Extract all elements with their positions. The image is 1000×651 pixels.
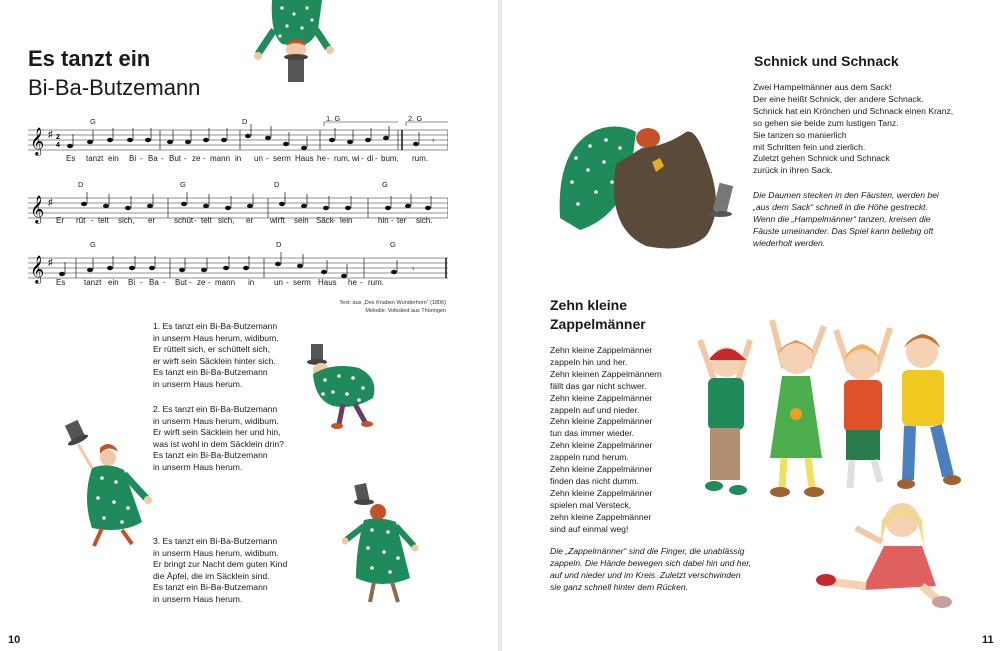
lyric-syllable: But (169, 154, 182, 163)
chord-label: D (242, 117, 248, 126)
music-staff-row-3 (28, 240, 448, 300)
svg-text:𝄞: 𝄞 (30, 255, 45, 283)
rhyme-line: so gehen sie beide zum lustigen Tanz. (753, 117, 899, 128)
rhyme-line: mit Schritten fein und zierlich. (753, 141, 866, 152)
lyric-syllable: ein (108, 154, 119, 163)
verse-line: was ist wohl in dem Säcklein drin? (153, 438, 284, 449)
lyric-syllable: - (375, 154, 378, 163)
lyric-syllable: lein (340, 216, 353, 225)
lyric-syllable: wirft (270, 216, 285, 225)
page-number-left: 10 (8, 634, 21, 646)
lyric-syllable: Haus (318, 278, 337, 287)
lyric-syllable: - (163, 278, 166, 287)
chord-label: G (180, 180, 186, 189)
right-page (502, 0, 1000, 651)
rhyme-line: Zehn kleine Zappelmänner (550, 464, 653, 475)
verse-3 (153, 536, 287, 606)
instruction-line: Wenn die „Hampelmänner“ tanzen, kreisen die (753, 213, 931, 224)
butzemann-back-view-illustration (342, 482, 422, 610)
rhyme-line: Zehn kleine Zappelmänner (550, 487, 653, 498)
lyric-syllable: - (184, 154, 187, 163)
verse-line: Es tanzt ein Bi-Ba-Butzemann (153, 582, 268, 593)
lyric-syllable: di (367, 154, 374, 163)
lyric-syllable: Es (56, 278, 66, 287)
lyric-syllable: er (148, 216, 156, 225)
lyric-syllable: rüt (76, 216, 86, 225)
lyric-syllable: - (161, 154, 164, 163)
lyric-syllable: serm (293, 278, 311, 287)
rhyme-line: Zuletzt gehen Schnick und Schnack (753, 153, 890, 164)
verse-line: in unserm Haus herum. (153, 593, 243, 604)
lyric-syllable: Er (56, 216, 64, 225)
lyric-syllable: in (235, 154, 242, 163)
instruction-line: wiederholt werden. (753, 237, 826, 248)
svg-text:𝄾: 𝄾 (432, 136, 435, 146)
lyric-syllable: bum, (381, 154, 399, 163)
lyric-syllable: - (140, 154, 143, 163)
chord-label: D (78, 180, 84, 189)
verse-line: Er rüttelt sich, er schüttelt sich, (153, 344, 271, 355)
verse-2 (153, 404, 284, 474)
verse-line: 2. Es tanzt ein Bi-Ba-Butzemann (153, 404, 278, 414)
verse-line: Es tanzt ein Bi-Ba-Butzemann (153, 450, 268, 461)
verse-line: er wirft sein Säcklein hinter sich. (153, 355, 276, 366)
lyric-syllable: he (317, 154, 326, 163)
svg-text:♯: ♯ (48, 197, 53, 207)
verse-1 (153, 321, 279, 391)
rhyme-line: fällt das gar nicht schwer. (550, 380, 647, 391)
lyric-syllable: - (391, 216, 394, 225)
verse-line: in unserm Haus herum, widibum. (153, 547, 279, 558)
lyric-syllable: Bi (129, 154, 137, 163)
svg-text:𝄞: 𝄞 (30, 127, 45, 155)
lyric-syllable: - (189, 278, 192, 287)
lyric-syllable: sein (294, 216, 309, 225)
section-title-zappelmaenner-line2: Zappelmänner (550, 316, 646, 332)
verse-line: in unserm Haus herum, widibum. (153, 332, 279, 343)
rhyme-line: Schnick hat ein Krönchen und Schnack einen Kranz, (753, 105, 954, 116)
verse-line: in unserm Haus herum. (153, 461, 243, 472)
svg-text:♯: ♯ (48, 257, 53, 267)
verse-line: Es tanzt ein Bi-Ba-Butzemann (153, 367, 268, 378)
verse-line: die Äpfel, die im Säcklein sind. (153, 570, 270, 581)
chord-label: G (390, 240, 396, 249)
rhyme-line: Zwei Hampelmänner aus dem Sack! (753, 82, 892, 92)
lyric-syllable: he (348, 278, 357, 287)
rhyme-line: Zehn kleine Zappelmänner (550, 392, 653, 403)
verse-line: 3. Es tanzt ein Bi-Ba-Butzemann (153, 536, 278, 546)
rhyme-line: tun das immer wieder. (550, 428, 635, 439)
verse-line: in unserm Haus herum, widibum. (153, 415, 279, 426)
rhyme-line: Zehn kleine Zappelmänner (550, 345, 653, 355)
rhyme-line: zappeln auf und nieder. (550, 404, 640, 415)
lyric-syllable: un (274, 278, 283, 287)
lyric-syllable: ze (197, 278, 206, 287)
section-title-schnick-schnack: Schnick und Schnack (754, 53, 899, 69)
verse-line: Er bringt zur Nacht dem guten Kind (153, 559, 288, 570)
lyric-syllable: wi (352, 154, 360, 163)
chord-label: G (90, 117, 96, 126)
instruction-line: auf und nieder und im Kreis. Zuletzt verschwinden (550, 569, 741, 580)
svg-text:2: 2 (56, 134, 60, 141)
butzemann-sack-illustration (556, 118, 746, 254)
instruction-line: sie ganz schnell hinter dem Rücken. (550, 581, 689, 592)
rhyme-line: zappeln rund herum. (550, 452, 629, 463)
lyric-syllable: telt (98, 216, 109, 225)
lyric-syllable: Es (66, 154, 76, 163)
svg-text:𝄞: 𝄞 (30, 195, 45, 223)
rhyme-line: zurück in ihren Sack. (753, 165, 833, 176)
instruction-line: Die „Zappelmänner“ sind die Finger, die unablässig (550, 546, 745, 556)
lyric-syllable: Säck (316, 216, 334, 225)
song-credit-text: Text: aus „Des Knaben Wunderhorn“ (1806) (339, 300, 446, 306)
lyric-syllable: rum. (368, 278, 384, 287)
instruction-line: zappeln. Die Hände bewegen sich dabei hin und her, (550, 557, 752, 568)
rhyme-line: zehn kleine Zappelmänner (550, 511, 652, 522)
instruction-line: Die Daumen stecken in den Fäusten, werden bei (753, 190, 939, 200)
lyric-syllable: - (140, 278, 143, 287)
verse-line: Er wirft sein Säcklein her und hin, (153, 427, 281, 438)
verse-line: in unserm Haus herum. (153, 378, 243, 389)
lyric-syllable: - (266, 154, 269, 163)
rhyme-line: Zehn kleine Zappelmänner (550, 416, 653, 427)
instruction-line: „aus dem Sack“ schnell in die Höhe gestreckt. (753, 201, 928, 212)
lyric-syllable: er (246, 216, 254, 225)
rhyme-line: spielen mal Versteck, (550, 499, 632, 510)
lyric-syllable: sich, (218, 216, 235, 225)
lyric-syllable: un (254, 154, 263, 163)
lyric-syllable: rum, (334, 154, 350, 163)
lyric-syllable: sich, (118, 216, 135, 225)
rhyme-line: Der eine heißt Schnick, der andere Schnack. (753, 93, 924, 104)
lyric-syllable: mann (215, 278, 236, 287)
butzemann-upside-down-illustration (252, 0, 342, 88)
lyric-syllable: Ba (148, 154, 158, 163)
schnick-schnack-instructions (753, 190, 939, 250)
section-title-zappelmaenner-line1: Zehn kleine (550, 297, 628, 313)
rhyme-line: Zehn kleinen Zappelmännern (550, 368, 662, 379)
svg-text:𝄾: 𝄾 (412, 264, 415, 274)
chord-label: G (90, 240, 96, 249)
chord-label: D (276, 240, 282, 249)
chord-label: D (274, 180, 280, 189)
lyric-syllable: rum. (412, 154, 428, 163)
lyric-syllable: - (327, 154, 330, 163)
lyric-syllable: - (286, 278, 289, 287)
verse-line: 1. Es tanzt ein Bi-Ba-Butzemann (153, 321, 278, 331)
lyric-syllable: ein (108, 278, 119, 287)
lyric-syllable: - (360, 278, 363, 287)
lyric-syllable: ze (192, 154, 201, 163)
lyric-syllable: ter (397, 216, 407, 225)
rhyme-line: zappeln hin und her. (550, 356, 628, 367)
svg-text:4: 4 (56, 142, 60, 149)
lyric-syllable: sich. (416, 216, 433, 225)
zappelmaenner-rhyme (550, 345, 662, 536)
instruction-line: Fäuste umeinander. Das Spiel kann beliebig oft (753, 225, 934, 236)
lyric-syllable: hin (378, 216, 389, 225)
volta-2-label: 2. G (408, 114, 423, 123)
chord-label: G (382, 180, 388, 189)
lyric-syllable: Ba (149, 278, 159, 287)
butzemann-waving-hat-illustration (62, 418, 162, 554)
lyric-syllable: telt (201, 216, 212, 225)
rhyme-line: sind auf einmal weg! (550, 523, 629, 534)
lyric-syllable: serm (273, 154, 291, 163)
lyric-syllable: But (175, 278, 188, 287)
lyric-syllable: tanzt (84, 278, 102, 287)
lyric-syllable: - (333, 216, 336, 225)
rhyme-line: Sie tanzen so manierlich (753, 129, 847, 140)
left-page (0, 0, 498, 651)
page-subtitle: Bi-Ba-Butzemann (28, 75, 201, 100)
schnick-schnack-rhyme (753, 82, 953, 177)
lyric-syllable: - (203, 154, 206, 163)
lyric-syllable: - (361, 154, 364, 163)
lyric-syllable: - (208, 278, 211, 287)
rhyme-line: finden das nicht dumm. (550, 475, 639, 486)
lyric-syllable: mann (210, 154, 231, 163)
volta-1-label: 1. G (326, 114, 341, 123)
page-number-right: 11 (982, 634, 994, 646)
lyric-syllable: tanzt (86, 154, 104, 163)
svg-text:♯: ♯ (48, 129, 53, 139)
butzemann-dancing-illustration (303, 338, 383, 438)
lyric-syllable: - (91, 216, 94, 225)
dancing-children-illustration (686, 310, 976, 610)
lyric-syllable: - (194, 216, 197, 225)
music-staff-row-2 (28, 180, 448, 240)
song-credit-melody: Melodie: Volkslied aus Thüringen (365, 308, 446, 314)
lyric-syllable: Bi (128, 278, 136, 287)
rhyme-line: Zehn kleine Zappelmänner (550, 440, 653, 451)
lyric-syllable: Haus (295, 154, 314, 163)
lyric-syllable: in (248, 278, 255, 287)
page-title: Es tanzt ein (28, 46, 151, 71)
lyric-syllable: schüt (174, 216, 194, 225)
